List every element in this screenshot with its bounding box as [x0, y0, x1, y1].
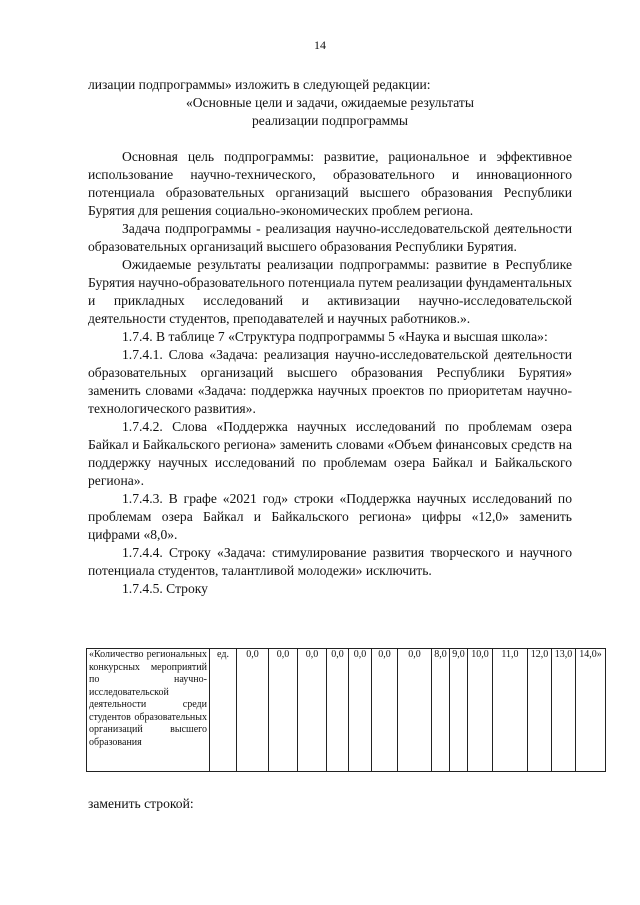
paragraph-spacer: [88, 130, 572, 148]
value-cell: 0,0: [237, 649, 269, 772]
paragraph: 1.7.4.1. Слова «Задача: реализация научно-исследовательской деятельности образовательных организаций высшего образования Республики Бурятия» заменить словами «Задача: поддержка научных проектов по приоритетам научно-технологического развития».: [88, 347, 572, 416]
value-cell: 0,0: [298, 649, 327, 772]
value-cell: 0,0: [398, 649, 432, 772]
paragraph: 1.7.4.3. В графе «2021 год» строки «Поддержка научных исследований по проблемам озера Байкал и Байкальского региона» цифры «12,0» заменить цифрами «8,0».: [88, 491, 572, 542]
value-cell: 10,0: [468, 649, 493, 772]
indicator-table: [86, 648, 606, 772]
indicator-description-cell: «Количество региональных конкурсных мероприятий по научно-исследовательской деятельности среди студентов образовательных организаций высшего образования: [87, 649, 210, 772]
value-cell: 11,0: [493, 649, 528, 772]
paragraph: 1.7.4.4. Строку «Задача: стимулирование развития творческого и научного потенциала студентов, талантливой молодежи» исключить.: [88, 545, 572, 578]
paragraph: Основная цель подпрограммы: развитие, рациональное и эффективное использование научно-технического, образовательного и инновационного потенциала образовательных организаций высшего образования Республики Бурятия для решения социально-экономических проблем региона.: [88, 149, 572, 218]
value-cell: 0,0: [349, 649, 372, 772]
value-cell: 8,0: [432, 649, 450, 772]
section-heading-line: «Основные цели и задачи, ожидаемые результаты: [185, 95, 475, 110]
paragraph: Задача подпрограммы - реализация научно-исследовательской деятельности образовательных организаций высшего образования Республики Бурятия.: [88, 221, 572, 254]
table-row: [87, 649, 606, 772]
closing-text: заменить строкой:: [88, 796, 194, 811]
paragraph: 1.7.4.5. Строку: [122, 581, 208, 596]
value-cell: 0,0: [327, 649, 349, 772]
section-heading-line: реализации подпрограммы: [251, 113, 409, 128]
value-cell: 13,0: [552, 649, 576, 772]
paragraph: 1.7.4.2. Слова «Поддержка научных исследований по проблемам озера Байкал и Байкальского региона» заменить словами «Объем финансовых средств на поддержку научных исследований по проблемам озера Байкал и Байкальского региона».: [88, 419, 572, 488]
value-cell: 14,0»: [576, 649, 606, 772]
value-cell: 0,0: [269, 649, 298, 772]
value-cell: 0,0: [372, 649, 398, 772]
unit-cell: ед.: [210, 649, 237, 772]
value-cell: 12,0: [528, 649, 552, 772]
page-number: 14: [314, 38, 326, 52]
paragraph: 1.7.4. В таблице 7 «Структура подпрограммы 5 «Наука и высшая школа»:: [122, 329, 548, 344]
value-cell: 9,0: [450, 649, 468, 772]
paragraph: Ожидаемые результаты реализации подпрограммы: развитие в Республике Бурятия научно-образовательного потенциала путем реализации фундаментальных и прикладных исследований и активизации научно-исследовательской деятельности студентов, преподавателей и научных работников.».: [88, 257, 572, 326]
paragraph: лизации подпрограммы» изложить в следующей редакции:: [88, 77, 431, 92]
document-body: [88, 76, 572, 598]
